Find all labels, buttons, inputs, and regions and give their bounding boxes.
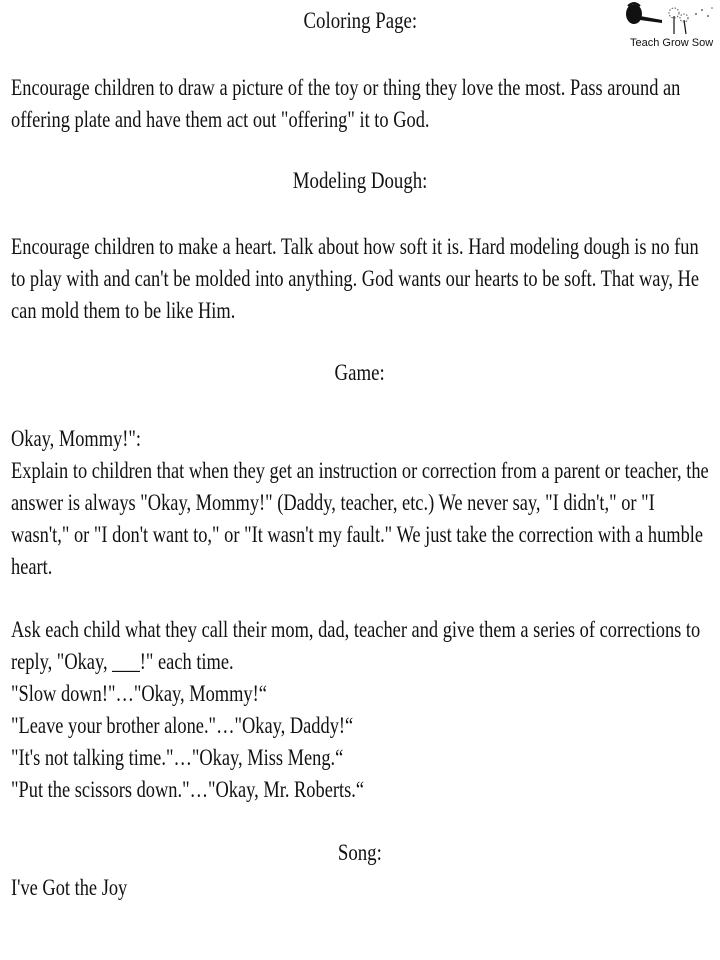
logo-text: Teach Grow Sow	[630, 37, 714, 49]
coloring-heading	[0, 8, 720, 34]
game-heading-text: Game:	[334, 360, 386, 385]
song-heading	[0, 840, 720, 866]
game-example-3: "It's not talking time."…"Okay, Miss Meng.“	[11, 745, 344, 770]
song-heading-text: Song:	[337, 840, 383, 865]
game-body: Explain to children that when they get an instruction or correction from a parent or teacher, the answer is always "Okay, Mommy!" (Daddy, teacher, etc.) We never say, "I didn't," or "I wasn't," or "I don't want to," or "It wasn't my fault." We just take the correction with a humble heart.	[11, 458, 709, 579]
game-instructions: Ask each child what they call their mom, dad, teacher and give them a series of corrections to reply, "Okay, ___!" each time.	[11, 617, 701, 674]
game-example-2: "Leave your brother alone."…"Okay, Daddy!“	[11, 713, 354, 738]
dough-body: Encourage children to make a heart. Talk about how soft it is. Hard modeling dough is no fun to play with and can't be molded into anything. God wants our hearts to be soft. That way, He can mold them to be like Him.	[11, 234, 700, 323]
dough-heading-text: Modeling Dough:	[292, 168, 428, 193]
game-title: Okay, Mommy!":	[11, 426, 141, 451]
coloring-body: Encourage children to draw a picture of the toy or thing they love the most. Pass around an offering plate and have them act out "offering" it to God.	[11, 75, 681, 132]
game-example-1: "Slow down!"…"Okay, Mommy!“	[11, 681, 267, 706]
game-heading	[0, 360, 720, 386]
dough-heading	[0, 168, 720, 194]
game-example-4: "Put the scissors down."…"Okay, Mr. Roberts.“	[11, 777, 365, 802]
song-title: I've Got the Joy	[11, 875, 128, 900]
coloring-heading-text: Coloring Page:	[303, 8, 417, 33]
